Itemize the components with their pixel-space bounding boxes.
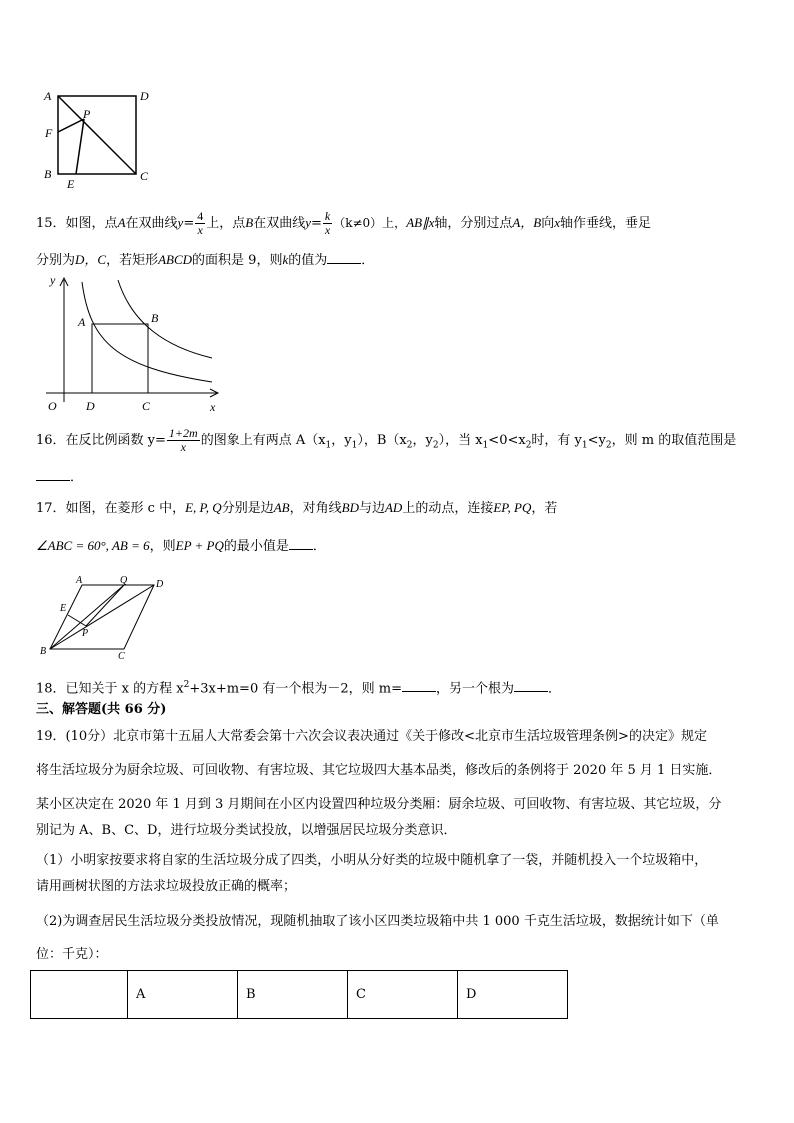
fraction-k-over-x: $\frac{k}{x}$ <box>324 209 331 237</box>
answer-blank <box>514 677 548 692</box>
fraction-4-over-x: $\frac{4}{x}$ <box>197 209 204 237</box>
label-C: C <box>118 651 125 662</box>
figure-q15-hyperbola <box>36 272 236 417</box>
q16-line-1: 16．在反比例函数 y= $\frac{1+2m}{x}$ 的图象上有两点 $A(x_1$，$y_1$），$B(x_2$，$y_2$），当 $x_1<0<x_2$时，有 $y_1<y_2$，则 m 的取值范围是 <box>36 426 737 454</box>
figure-q14-square <box>36 82 156 192</box>
label-O: O <box>48 399 57 413</box>
q15-line-2: 分别为D，C，若矩形ABCD的面积是 9，则k的值为 ． <box>36 249 374 271</box>
label-A: A <box>44 89 52 103</box>
label-C: C <box>142 399 151 413</box>
table-cell: D <box>458 971 568 1019</box>
label-E: E <box>60 603 67 614</box>
table-row <box>31 971 568 1019</box>
q17-line-1: 17．如图，在菱形 c 中，E, P, Q分别是边AB，对角线BD与边AD上的动点，连接EP, PQ，若 <box>36 500 558 516</box>
q15-line-1: 15．如图，点A在双曲线y= $\frac{4}{x}$ 上，点B在双曲线y= $\frac{k}{x}$ （k≠0）上，AB∥x轴，分别过点A，B向x轴作垂线，垂足 <box>36 209 652 237</box>
label-D: D <box>156 579 164 590</box>
q17-line-2: ∠ABC = 60°, AB = 6，则EP + PQ的最小值是 ． <box>36 535 326 557</box>
figure-q17-rhombus <box>36 573 176 663</box>
q19-line-8: 位：千克）： <box>36 947 108 962</box>
section-title: 三、解答题(共 66 分) <box>36 702 167 717</box>
q19-line-1: 19．(10分）北京市第十五届人大常委会第十六次会议表决通过《关于修改<北京市生活垃圾管理条例>的决定》规定 <box>36 729 707 744</box>
label-B: B <box>40 646 47 657</box>
q19-line-6: 请用画树状图的方法求垃圾投放正确的概率； <box>36 879 297 894</box>
answer-blank <box>289 535 313 550</box>
table-cell: C <box>348 971 458 1019</box>
label-D: D <box>140 89 149 103</box>
label-P: P <box>83 107 91 121</box>
q19-line-5: （1）小明家按要求将自家的生活垃圾分成了四类，小明从分好类的垃圾中随机拿了一袋，并随机投入一个垃圾箱中， <box>36 853 708 868</box>
label-y: y <box>50 273 56 287</box>
label-F: F <box>45 126 53 140</box>
q19-line-4: 别记为 A、B、C、D，进行垃圾分类试投放，以增强居民垃圾分类意识． <box>36 823 457 838</box>
table-cell <box>31 971 128 1019</box>
q19-line-7: （2)为调查居民生活垃圾分类投放情况，现随机抽取了该小区四类垃圾箱中共 1 000 千克生活垃圾，数据统计如下（单 <box>36 914 719 929</box>
label-Q: Q <box>120 575 128 586</box>
q18-line: 18．已知关于 x 的方程 $x^2+3x+m=0$ 有一个根为－2，则 m= ，另一个根为 ． <box>36 675 561 699</box>
label-B: B <box>44 167 52 181</box>
label-D: D <box>86 399 95 413</box>
label-A: A <box>76 575 83 586</box>
label-x: x <box>210 400 216 414</box>
q19-line-2: 将生活垃圾分为厨余垃圾、可回收物、有害垃圾、其它垃圾四大基本品类，修改后的条例将于 2020 年 5 月 1 日实施． <box>36 763 722 778</box>
fraction-1plus2m-over-x: $\frac{1+2m}{x}$ <box>168 426 198 454</box>
table-cell: B <box>238 971 348 1019</box>
answer-blank <box>327 249 361 264</box>
q19-line-3: 某小区决定在 2020 年 1 月到 3 月期间在小区内设置四种垃圾分类厢：厨余垃圾、可回收物、有害垃圾、其它垃圾，分 <box>36 797 722 812</box>
q16-line-2: ． <box>36 466 83 488</box>
label-A: A <box>78 315 86 329</box>
answer-blank <box>36 466 70 481</box>
waste-table <box>30 970 568 1019</box>
answer-blank <box>402 677 436 692</box>
label-B: B <box>151 311 159 325</box>
label-E: E <box>67 177 75 191</box>
label-P: P <box>82 628 89 639</box>
label-C: C <box>140 169 149 183</box>
table-cell: A <box>128 971 238 1019</box>
